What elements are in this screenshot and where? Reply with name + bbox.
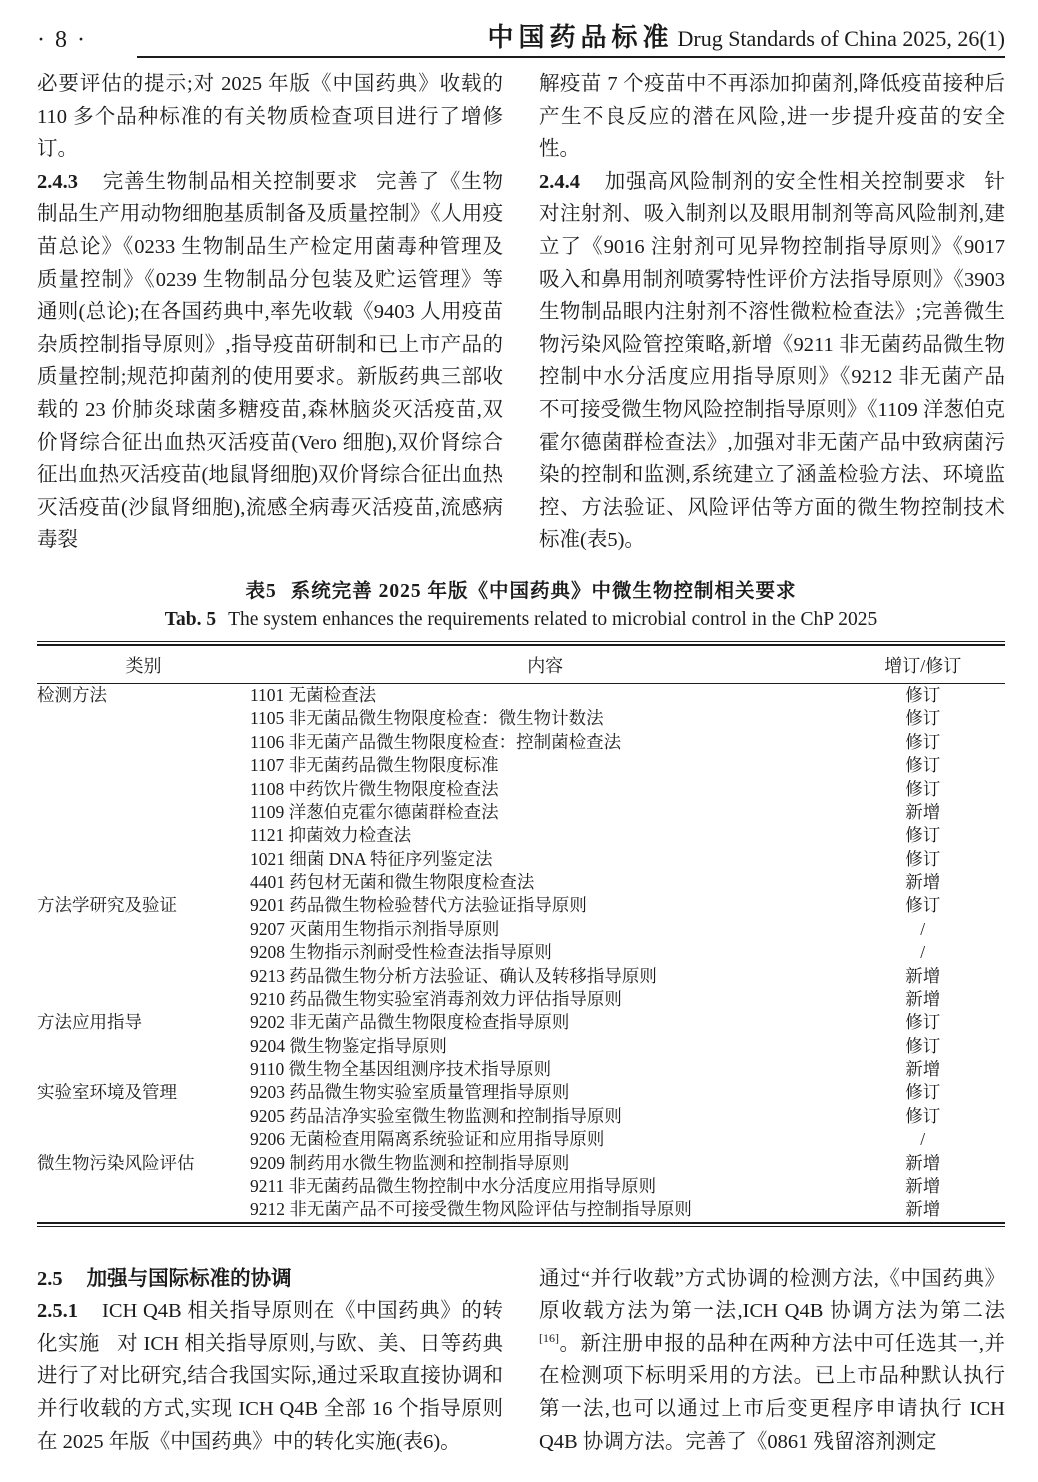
table5-caption-en xyxy=(37,609,1005,631)
cell-category xyxy=(37,988,250,1011)
cell-content: 1109 洋葱伯克霍尔德菌群检查法 xyxy=(249,801,499,822)
cell-status: 修订 xyxy=(905,1105,941,1126)
table-row xyxy=(37,683,1005,707)
table-row xyxy=(37,964,1005,987)
table-row xyxy=(37,1128,1005,1151)
cell-content: 9203 药品微生物实验室质量管理指导原则 xyxy=(249,1082,570,1103)
cell-category xyxy=(37,777,250,800)
cell-category: 方法应用指导 xyxy=(37,1012,142,1033)
cell-status: 新增 xyxy=(905,1059,941,1080)
cell-content: 9110 微生物全基因组测序技术指导原则 xyxy=(249,1059,552,1080)
paragraph-text: 解疫苗 7 个疫苗中不再添加抑菌剂,降低疫苗接种后产生不良反应的潜在风险,进一步提升疫苗的安全性。 xyxy=(539,73,1005,161)
upper-right-column xyxy=(539,68,1005,557)
table-row xyxy=(37,941,1005,964)
table-row xyxy=(37,1081,1005,1104)
section-2-5-heading xyxy=(37,1263,503,1296)
table-row xyxy=(37,731,1005,754)
cell-category xyxy=(37,754,250,777)
cell-status: / xyxy=(920,918,926,939)
column-header-content: 内容 xyxy=(250,645,840,684)
section-2-4-3 xyxy=(37,166,503,557)
journal-title-en: Drug Standards of China 2025, 26(1) xyxy=(677,26,1005,51)
table5-caption-cn xyxy=(37,575,1005,603)
cell-content: 9204 微生物鉴定指导原则 xyxy=(249,1035,447,1056)
header-row xyxy=(37,645,1005,684)
paragraph-text: 必要评估的提示;对 2025 年版《中国药典》收载的 110 多个品种标准的有关物质检查项目进行了增修订。 xyxy=(37,73,503,161)
table5-wrapper xyxy=(37,641,1005,1227)
cell-status: / xyxy=(920,1129,926,1150)
cell-category xyxy=(37,824,250,847)
cell-content: 9210 药品微生物实验室消毒剂效力评估指导原则 xyxy=(249,988,622,1009)
page-header xyxy=(37,16,1005,58)
section-title: 完善生物制品相关控制要求 xyxy=(102,170,359,193)
section-body: 针对注射剂、吸入制剂以及眼用制剂等高风险制剂,建立了《9016 注射剂可见异物控制指导原则》《9017 吸入和鼻用制剂喷雾特性评价方法指导原则》《3903 生物制品眼内注射剂不溶性微粒检查法》;完善微生物污染风险管控策略,新增《9211 非无菌药品微生物控制中水分活度应用指导原则》《9212 非无菌产品不可接受微生物风险控制指导原则》《1109 洋葱伯克霍尔德菌群检查法》,加强对非无菌产品中致病菌污染的控制和监测,系统建立了涵盖检验方法、环境监控、方法验证、风险评估等方面的微生物控制技术标准(表5)。 xyxy=(539,170,1006,552)
cell-content: 1108 中药饮片微生物限度检查法 xyxy=(249,778,499,799)
cell-content: 1107 非无菌药品微生物限度标准 xyxy=(249,755,499,776)
table-row xyxy=(37,754,1005,777)
table5-caption-en-text: The system enhances the requirements related to microbial control in the ChP 2025 xyxy=(228,608,878,630)
table5-captions xyxy=(37,575,1005,631)
table5 xyxy=(37,644,1005,1224)
cell-status: / xyxy=(920,942,926,963)
cell-status: 修订 xyxy=(905,1082,941,1103)
cell-content: 1121 抑菌效力检查法 xyxy=(249,825,412,846)
upper-text-columns xyxy=(37,68,1005,557)
section-number: 2.5 xyxy=(37,1267,63,1290)
cell-content: 9213 药品微生物分析方法验证、确认及转移指导原则 xyxy=(249,965,657,986)
table-row xyxy=(37,1011,1005,1034)
cell-category xyxy=(37,964,250,987)
table-row xyxy=(37,777,1005,800)
table-row xyxy=(37,1035,1005,1058)
cell-status: 修订 xyxy=(905,731,941,752)
cell-content: 9212 非无菌产品不可接受微生物风险评估与控制指导原则 xyxy=(249,1199,692,1220)
cell-content: 9202 非无菌产品微生物限度检查指导原则 xyxy=(249,1012,570,1033)
cell-category xyxy=(37,707,250,730)
cell-content: 9207 灭菌用生物指示剂指导原则 xyxy=(249,918,500,939)
section-number: 2.4.3 xyxy=(37,170,78,193)
cell-content: 1101 无菌检查法 xyxy=(249,685,377,706)
cell-status: 修订 xyxy=(905,685,941,706)
table-row xyxy=(37,871,1005,894)
cell-status: 修订 xyxy=(905,778,941,799)
cell-category xyxy=(37,1198,250,1222)
cell-status: 新增 xyxy=(905,1175,941,1196)
cell-content: 9201 药品微生物检验替代方法验证指导原则 xyxy=(249,895,587,916)
table-row xyxy=(37,707,1005,730)
cell-status: 修订 xyxy=(905,848,941,869)
paragraph-text: 。新注册申报的品种在两种方法中可任选其一,并在检测项下标明采用的方法。已上市品种默认执行第一法,也可以通过上市后变更程序申请执行 ICH Q4B 协调方法。完善了《0861 残留溶剂测定 xyxy=(539,1332,1005,1453)
cell-category: 检测方法 xyxy=(37,685,107,706)
table-row xyxy=(37,1058,1005,1081)
cell-content: 1021 细菌 DNA 特征序列鉴定法 xyxy=(249,848,493,869)
cell-content: 9211 非无菌药品微生物控制中水分活度应用指导原则 xyxy=(249,1175,657,1196)
table-row xyxy=(37,824,1005,847)
table5-body xyxy=(37,683,1005,1222)
cell-content: 9209 制药用水微生物监测和控制指导原则 xyxy=(249,1152,570,1173)
cell-status: 修订 xyxy=(905,708,941,729)
table5-label-en: Tab. 5 xyxy=(164,608,217,630)
section-body: 完善了《生物制品生产用动物细胞基质制备及质量控制》《人用疫苗总论》《0233 生物制品生产检定用菌毒种管理及质量控制》《0239 生物制品分包装及贮运管理》等通则(总论);在各国药典中,率先收载《9403 人用疫苗杂质控制指导原则》,指导疫苗研制和已上市产品的质量控制;规范抑菌剂的使用要求。新版药典三部收载的 23 价肺炎球菌多糖疫苗,森林脑炎灭活疫苗,双价肾综合征出血热灭活疫苗(Vero 细胞),双价肾综合征出血热灭活疫苗(地鼠肾细胞)双价肾综合征出血热灭活疫苗(沙鼠肾细胞),流感全病毒灭活疫苗,流感病毒裂 xyxy=(37,170,504,552)
paragraph-continuation xyxy=(539,68,1005,166)
column-header-status: 增订/修订 xyxy=(840,645,1005,684)
cell-status: 修订 xyxy=(905,755,941,776)
cell-status: 新增 xyxy=(905,965,941,986)
cell-category xyxy=(37,1058,250,1081)
section-2-5-1 xyxy=(37,1295,503,1458)
cell-category xyxy=(37,918,250,941)
table-row xyxy=(37,988,1005,1011)
table5-caption-cn-text: 系统完善 2025 年版《中国药典》中微生物控制相关要求 xyxy=(290,580,797,602)
upper-left-column xyxy=(37,68,503,557)
cell-category xyxy=(37,941,250,964)
cell-content: 9208 生物指示剂耐受性检查法指导原则 xyxy=(249,942,552,963)
lower-right-column xyxy=(539,1263,1005,1459)
cell-category xyxy=(37,1128,250,1151)
cell-category: 方法学研究及验证 xyxy=(37,895,177,916)
table5-label-cn: 表5 xyxy=(245,580,277,602)
table-row xyxy=(37,1175,1005,1198)
paragraph-continuation xyxy=(37,68,503,166)
cell-category xyxy=(37,1035,250,1058)
table5-head xyxy=(37,645,1005,684)
table-row xyxy=(37,1198,1005,1222)
paragraph-text: 通过“并行收载”方式协调的检测方法,《中国药典》原收载方法为第一法,ICH Q4B 协调方法为第二法 xyxy=(539,1267,1005,1323)
cell-status: 修订 xyxy=(905,895,941,916)
section-title: ICH Q4B 相关指导原则在《中国药典》的转化实施 xyxy=(37,1300,503,1355)
cell-category xyxy=(37,801,250,824)
cell-category xyxy=(37,871,250,894)
table-row xyxy=(37,801,1005,824)
paragraph-ich-q4b xyxy=(539,1263,1005,1459)
table-row xyxy=(37,1105,1005,1128)
table-row xyxy=(37,1151,1005,1174)
page-number: · 8 · xyxy=(37,27,87,53)
table-row xyxy=(37,848,1005,871)
journal-title-cn: 中国药品标准 xyxy=(487,23,674,52)
cell-content: 1105 非无菌品微生物限度检查：微生物计数法 xyxy=(249,708,604,729)
cell-status: 新增 xyxy=(905,988,941,1009)
cell-content: 9205 药品洁净实验室微生物监测和控制指导原则 xyxy=(249,1105,622,1126)
cell-status: 新增 xyxy=(905,801,941,822)
header-rule xyxy=(137,17,1005,58)
cell-category xyxy=(37,1105,250,1128)
section-number: 2.4.4 xyxy=(539,170,580,193)
table-row xyxy=(37,918,1005,941)
cell-status: 修订 xyxy=(905,1035,941,1056)
cell-category xyxy=(37,848,250,871)
section-2-4-4 xyxy=(539,166,1005,557)
section-body: 对 ICH 相关指导原则,与欧、美、日等药典进行了对比研究,结合我国实际,通过采取直接协调和并行收载的方式,实现 ICH Q4B 全部 16 个指导原则在 2025 年版《中国药典》中的转化实施(表6)。 xyxy=(37,1332,503,1453)
citation-16: [16] xyxy=(539,1330,559,1345)
cell-category: 微生物污染风险评估 xyxy=(37,1152,195,1173)
cell-status: 新增 xyxy=(905,1199,941,1220)
cell-content: 4401 药包材无菌和微生物限度检查法 xyxy=(249,872,535,893)
cell-content: 1106 非无菌产品微生物限度检查：控制菌检查法 xyxy=(249,731,622,752)
cell-status: 新增 xyxy=(905,872,941,893)
cell-status: 修订 xyxy=(905,825,941,846)
section-title: 加强与国际标准的协调 xyxy=(86,1267,292,1290)
section-number: 2.5.1 xyxy=(37,1300,78,1323)
section-title: 加强高风险制剂的安全性相关控制要求 xyxy=(604,170,967,193)
cell-status: 修订 xyxy=(905,1012,941,1033)
column-header-category: 类别 xyxy=(37,645,250,684)
cell-status: 新增 xyxy=(905,1152,941,1173)
table-row xyxy=(37,894,1005,917)
cell-content: 9206 无菌检查用隔离系统验证和应用指导原则 xyxy=(249,1129,605,1150)
cell-category xyxy=(37,1175,250,1198)
lower-left-column xyxy=(37,1263,503,1459)
lower-text-columns xyxy=(37,1263,1005,1459)
cell-category: 实验室环境及管理 xyxy=(37,1082,177,1103)
cell-category xyxy=(37,731,250,754)
